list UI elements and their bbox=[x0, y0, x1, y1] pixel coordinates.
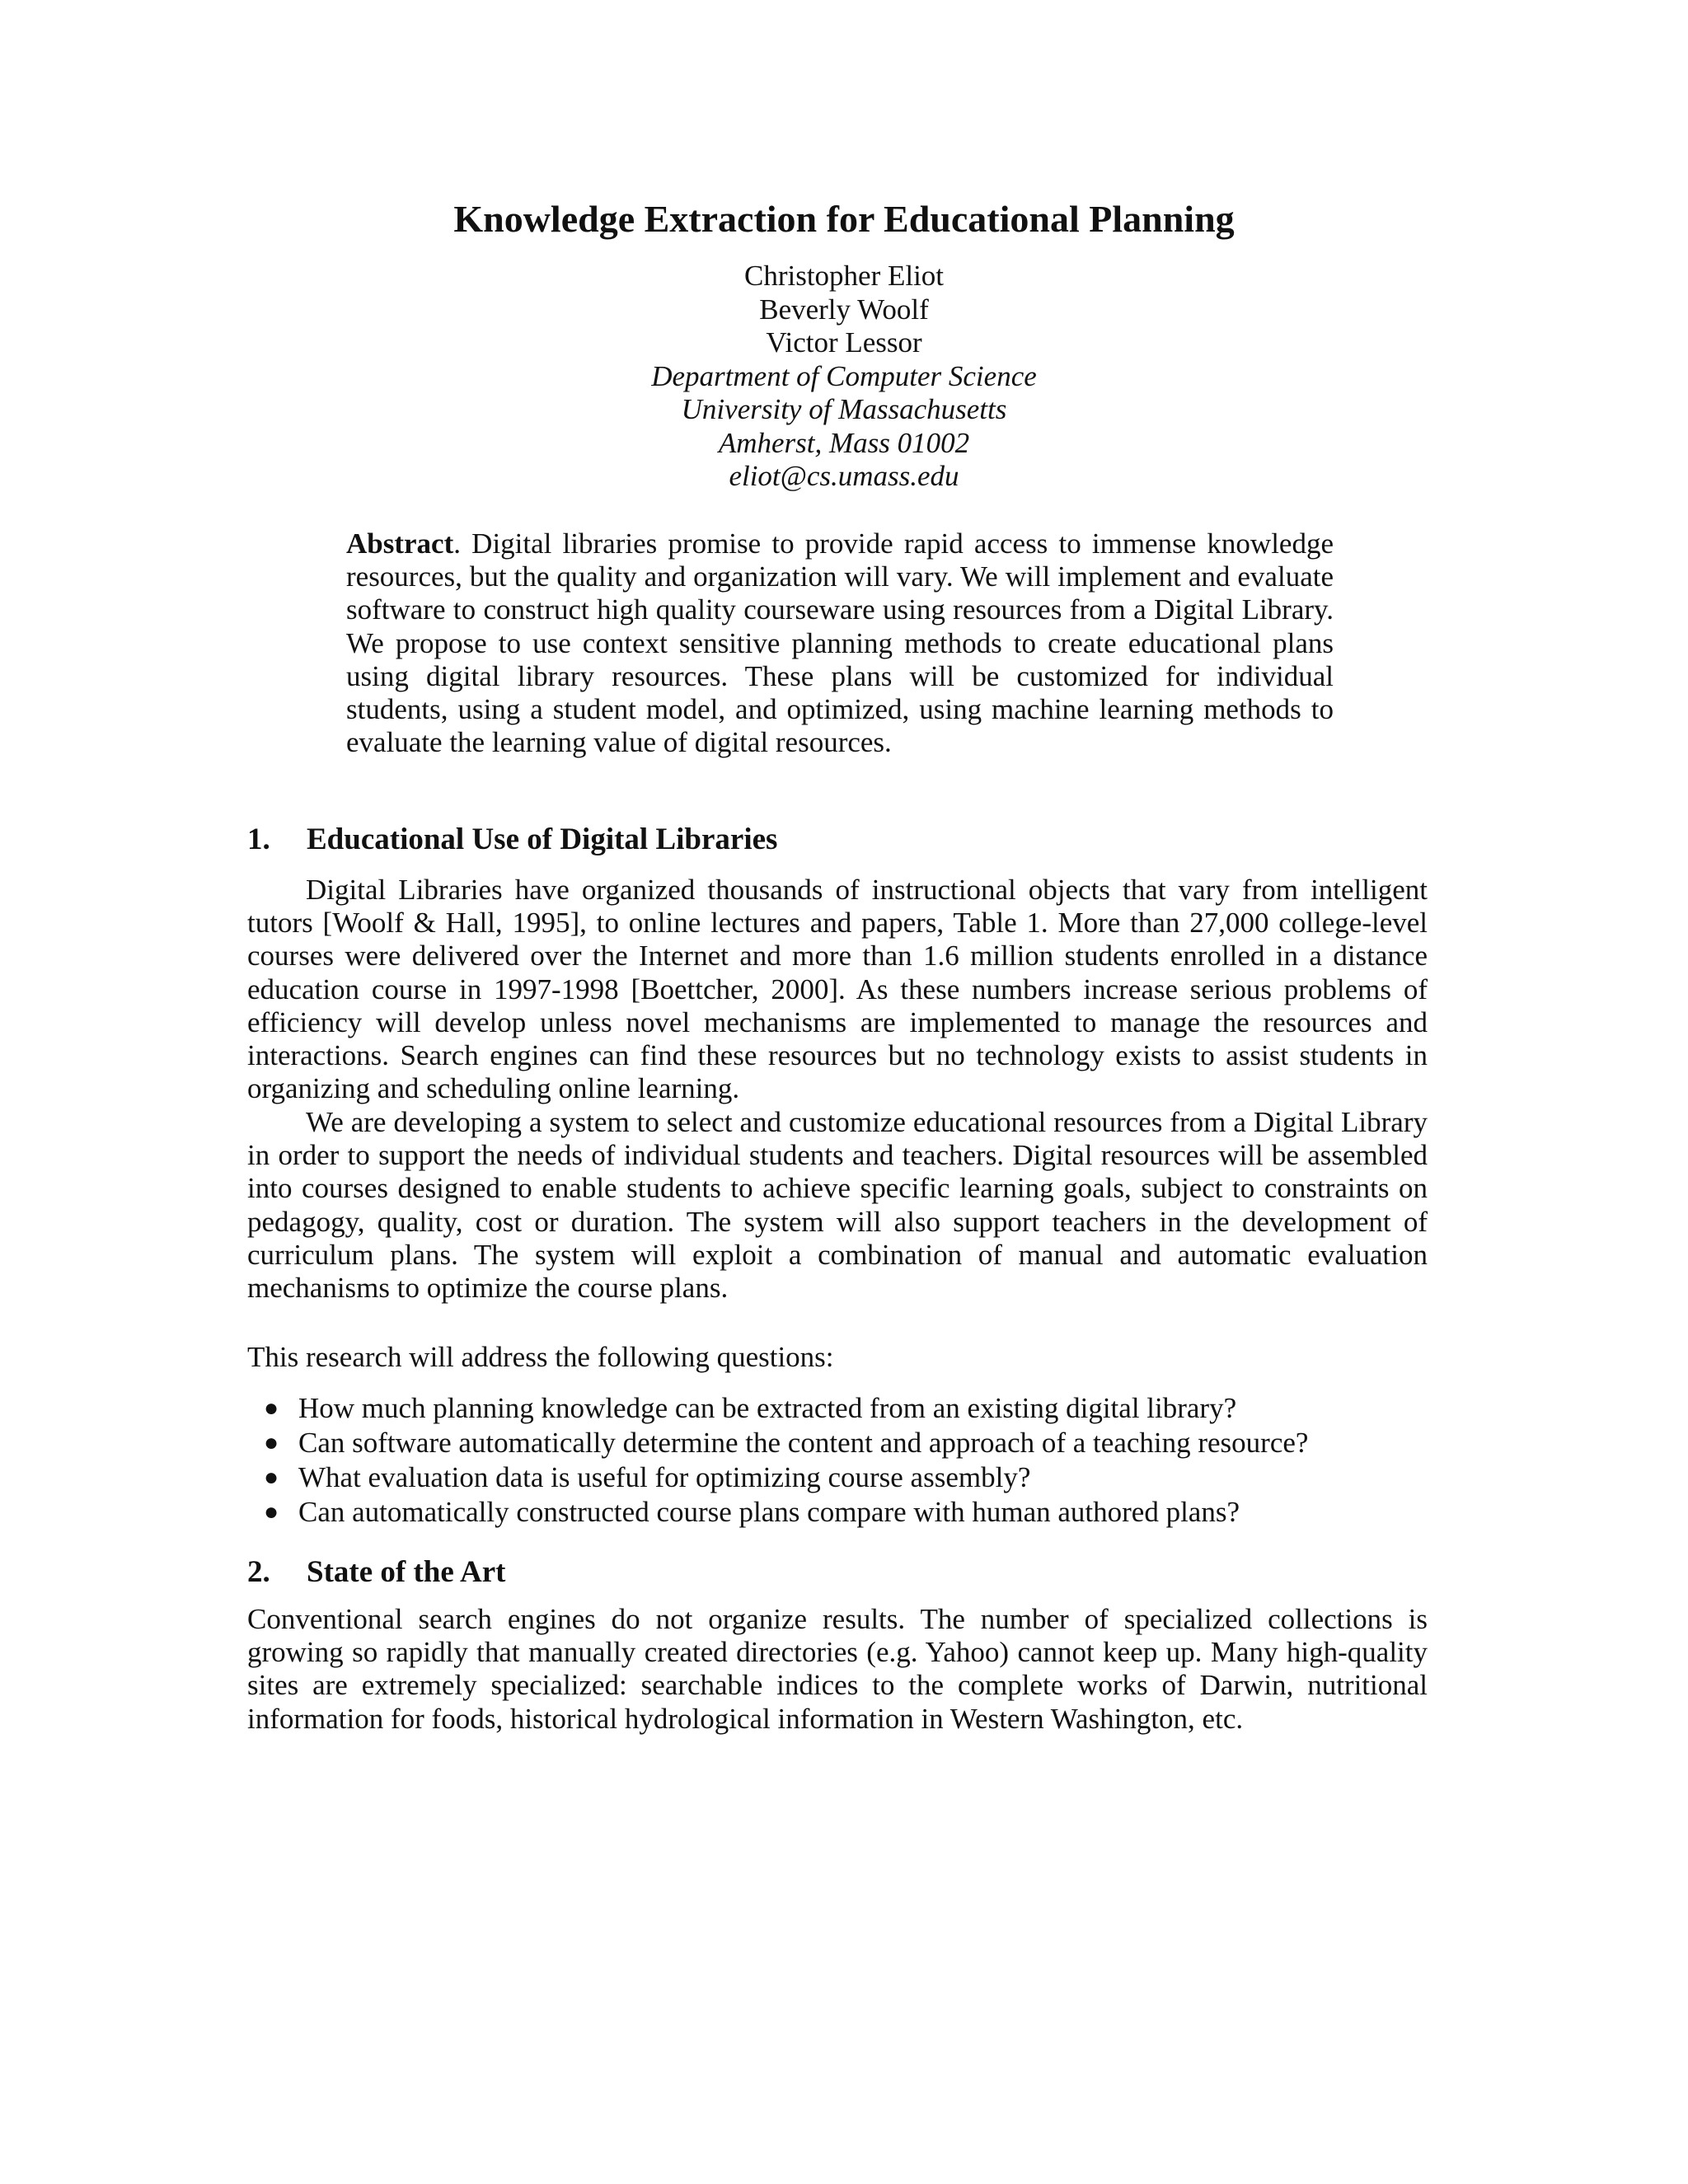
questions-intro: This research will address the following questions: bbox=[247, 1341, 834, 1373]
abstract-label: Abstract bbox=[346, 527, 454, 560]
bullet-icon: ● bbox=[264, 1464, 279, 1491]
section-number: 2. bbox=[247, 1555, 270, 1589]
section-2-paragraph-1: Conventional search engines do not organize results. The number of specialized collections is growing so rapidly that manually created directories (e.g. Yahoo) cannot keep up. Many high-quality sites are extremely specialized: searchable indices to the complete works of Darwin, nutritional information for foods, historical hydrological information in Western Washington, etc. bbox=[247, 1603, 1428, 1735]
bullet-icon: ● bbox=[264, 1394, 279, 1422]
author-name: Christopher Eliot bbox=[743, 260, 945, 292]
bullet-icon: ● bbox=[264, 1429, 279, 1456]
abstract bbox=[346, 527, 1334, 759]
author-name: Beverly Woolf bbox=[759, 293, 929, 326]
section-heading-2 bbox=[247, 1554, 505, 1591]
abstract-text: . Digital libraries promise to provide rapid access to immense knowledge resources, but the quality and organization will vary. We will implement and evaluate software to construct high quality courseware using resources from a Digital Library. We propose to use context sensitive planning methods to create educational plans using digital library resources. These plans will be customized for individual students, using a student model, and optimized, using machine learning methods to evaluate the learning value of digital resources. bbox=[346, 527, 1334, 759]
section-title: Educational Use of Digital Libraries bbox=[307, 823, 778, 856]
section-1-paragraph-1: Digital Libraries have organized thousands of instructional objects that vary from intelligent tutors [Woolf & Hall, 1995], to online lectures and papers, Table 1. More than 27,000 college-level courses were delivered over the Internet and more than 1.6 million students enrolled in a distance education course in 1997-1998 [Boettcher, 2000]. As these numbers increase serious problems of efficiency will develop unless novel mechanisms are implemented to manage the resources and interactions. Search engines can find these resources but no technology exists to assist students in organizing and scheduling online learning. bbox=[247, 874, 1428, 1105]
list-item: ● How much planning knowledge can be extracted from an existing digital library? bbox=[264, 1392, 1237, 1424]
list-item: ● Can automatically constructed course plans compare with human authored plans? bbox=[264, 1496, 1240, 1528]
paper-title: Knowledge Extraction for Educational Planning bbox=[453, 198, 1235, 240]
section-heading-1 bbox=[247, 822, 777, 858]
section-title: State of the Art bbox=[307, 1555, 506, 1589]
bullet-icon: ● bbox=[264, 1498, 279, 1526]
author-block bbox=[0, 260, 1688, 494]
author-location: Amherst, Mass 01002 bbox=[718, 426, 970, 459]
author-name: Victor Lessor bbox=[766, 326, 922, 359]
author-email: eliot@cs.umass.edu bbox=[729, 460, 959, 492]
author-department: Department of Computer Science bbox=[651, 359, 1037, 392]
questions-list bbox=[247, 1391, 1428, 1530]
section-number: 1. bbox=[247, 823, 270, 856]
list-item: ● What evaluation data is useful for optimizing course assembly? bbox=[264, 1461, 1031, 1493]
section-1-paragraph-2: We are developing a system to select and customize educational resources from a Digital Library in order to support the needs of individual students and teachers. Digital resources will be assembled into courses designed to enable students to achieve specific learning goals, subject to constraints on pedagogy, quality, cost or duration. The system will also support teachers in the development of curriculum plans. The system will exploit a combination of manual and automatic evaluation mechanisms to optimize the course plans. bbox=[247, 1106, 1428, 1305]
list-item: ● Can software automatically determine the content and approach of a teaching resource? bbox=[264, 1427, 1309, 1459]
author-university: University of Massachusetts bbox=[681, 393, 1007, 425]
